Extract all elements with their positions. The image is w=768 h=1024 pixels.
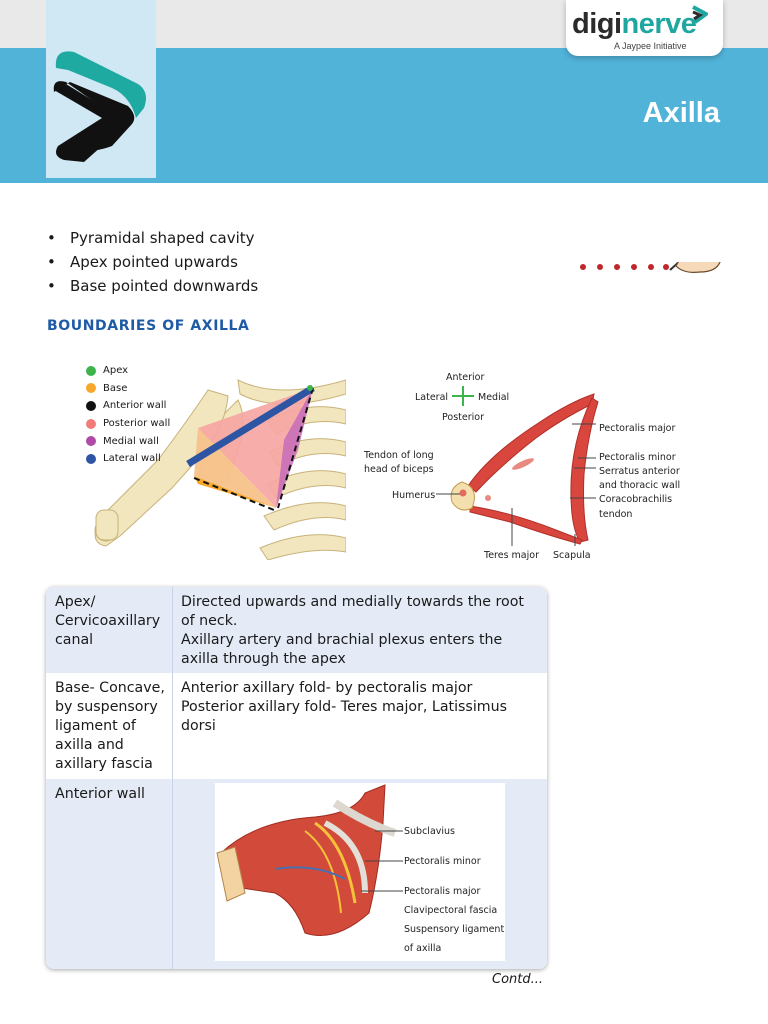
label-coracobrachialis: Coracobrachilis [599, 494, 673, 505]
legend-item: Medial wall [86, 432, 170, 450]
label-teres-major: Teres major [484, 550, 539, 561]
label-pec-major: Pectoralis major [404, 886, 481, 897]
table-cell-description [173, 779, 547, 969]
axilla-cross-section-figure [360, 364, 690, 562]
table-row [46, 673, 547, 779]
compass-posterior: Posterior [442, 412, 484, 423]
label-suspensory: Suspensory ligament [404, 924, 505, 935]
label-tendon-2: head of biceps [364, 464, 434, 475]
legend-item: Apex [86, 362, 170, 380]
table-cell-description: Directed upwards and medially towards the root of neck. Axillary artery and brachial plexus enters the axilla through the apex [181, 594, 524, 667]
chevron-logo-icon [46, 0, 156, 178]
legend-item: Base [86, 380, 170, 398]
table-cell-description: Anterior axillary fold- by pectoralis major Posterior axillary fold- Teres major, Latissimus dorsi [181, 680, 507, 734]
bullet-item: • Base pointed downwards [46, 274, 258, 298]
legend-dot [86, 454, 96, 464]
compass-lateral: Lateral [415, 392, 449, 403]
brand-tagline: A Jaypee Initiative [614, 41, 687, 51]
label-serratus: Serratus anterior [599, 466, 680, 477]
legend-item: Lateral wall [86, 450, 170, 468]
table-cell-term: Apex/ Cervicoaxillary canal [46, 587, 173, 673]
table-row [46, 779, 547, 969]
legend-item: Anterior wall [86, 397, 170, 415]
table-row [46, 587, 547, 673]
legend-dot [86, 383, 96, 393]
label-suspensory-2: of axilla [404, 943, 442, 954]
brand-logo [566, 0, 723, 56]
label-humerus: Humerus [392, 490, 436, 501]
label-coracobrachialis-2: tendon [599, 509, 633, 520]
brand-name: diginerve [572, 8, 697, 40]
boundaries-table [46, 587, 547, 969]
legend-dot [86, 436, 96, 446]
legend-item: Posterior wall [86, 415, 170, 433]
compass-medial: Medial [478, 392, 510, 403]
table-cell-term: Base- Concave, by suspensory ligament of axilla and axillary fascia [46, 673, 173, 779]
writing-hand-icon [580, 262, 730, 312]
slide-title: Axilla [642, 97, 720, 129]
contd-label: Contd... [492, 972, 544, 987]
label-serratus-2: and thoracic wall [599, 480, 681, 491]
bullet-list [46, 226, 258, 298]
compass-anterior: Anterior [446, 372, 485, 383]
label-tendon: Tendon of long [364, 450, 434, 461]
label-scapula: Scapula [553, 550, 591, 561]
logo-tile [46, 0, 156, 178]
legend-dot [86, 366, 96, 376]
label-pec-minor: Pectoralis minor [404, 856, 481, 867]
label-pectoralis-major: Pectoralis major [599, 423, 676, 434]
label-pectoralis-minor: Pectoralis minor [599, 452, 676, 463]
bullet-item: • Apex pointed upwards [46, 250, 258, 274]
section-heading: BOUNDARIES OF AXILLA [47, 318, 250, 334]
legend-dot [86, 419, 96, 429]
table-cell-term: Anterior wall [46, 779, 173, 969]
legend-dot [86, 401, 96, 411]
anterior-wall-figure [215, 783, 505, 961]
label-clavipectoral: Clavipectoral fascia [404, 905, 498, 916]
brand-chevron-icon [690, 4, 712, 26]
figure-legend [86, 362, 170, 468]
label-subclavius: Subclavius [404, 826, 455, 837]
bullet-item: • Pyramidal shaped cavity [46, 226, 258, 250]
